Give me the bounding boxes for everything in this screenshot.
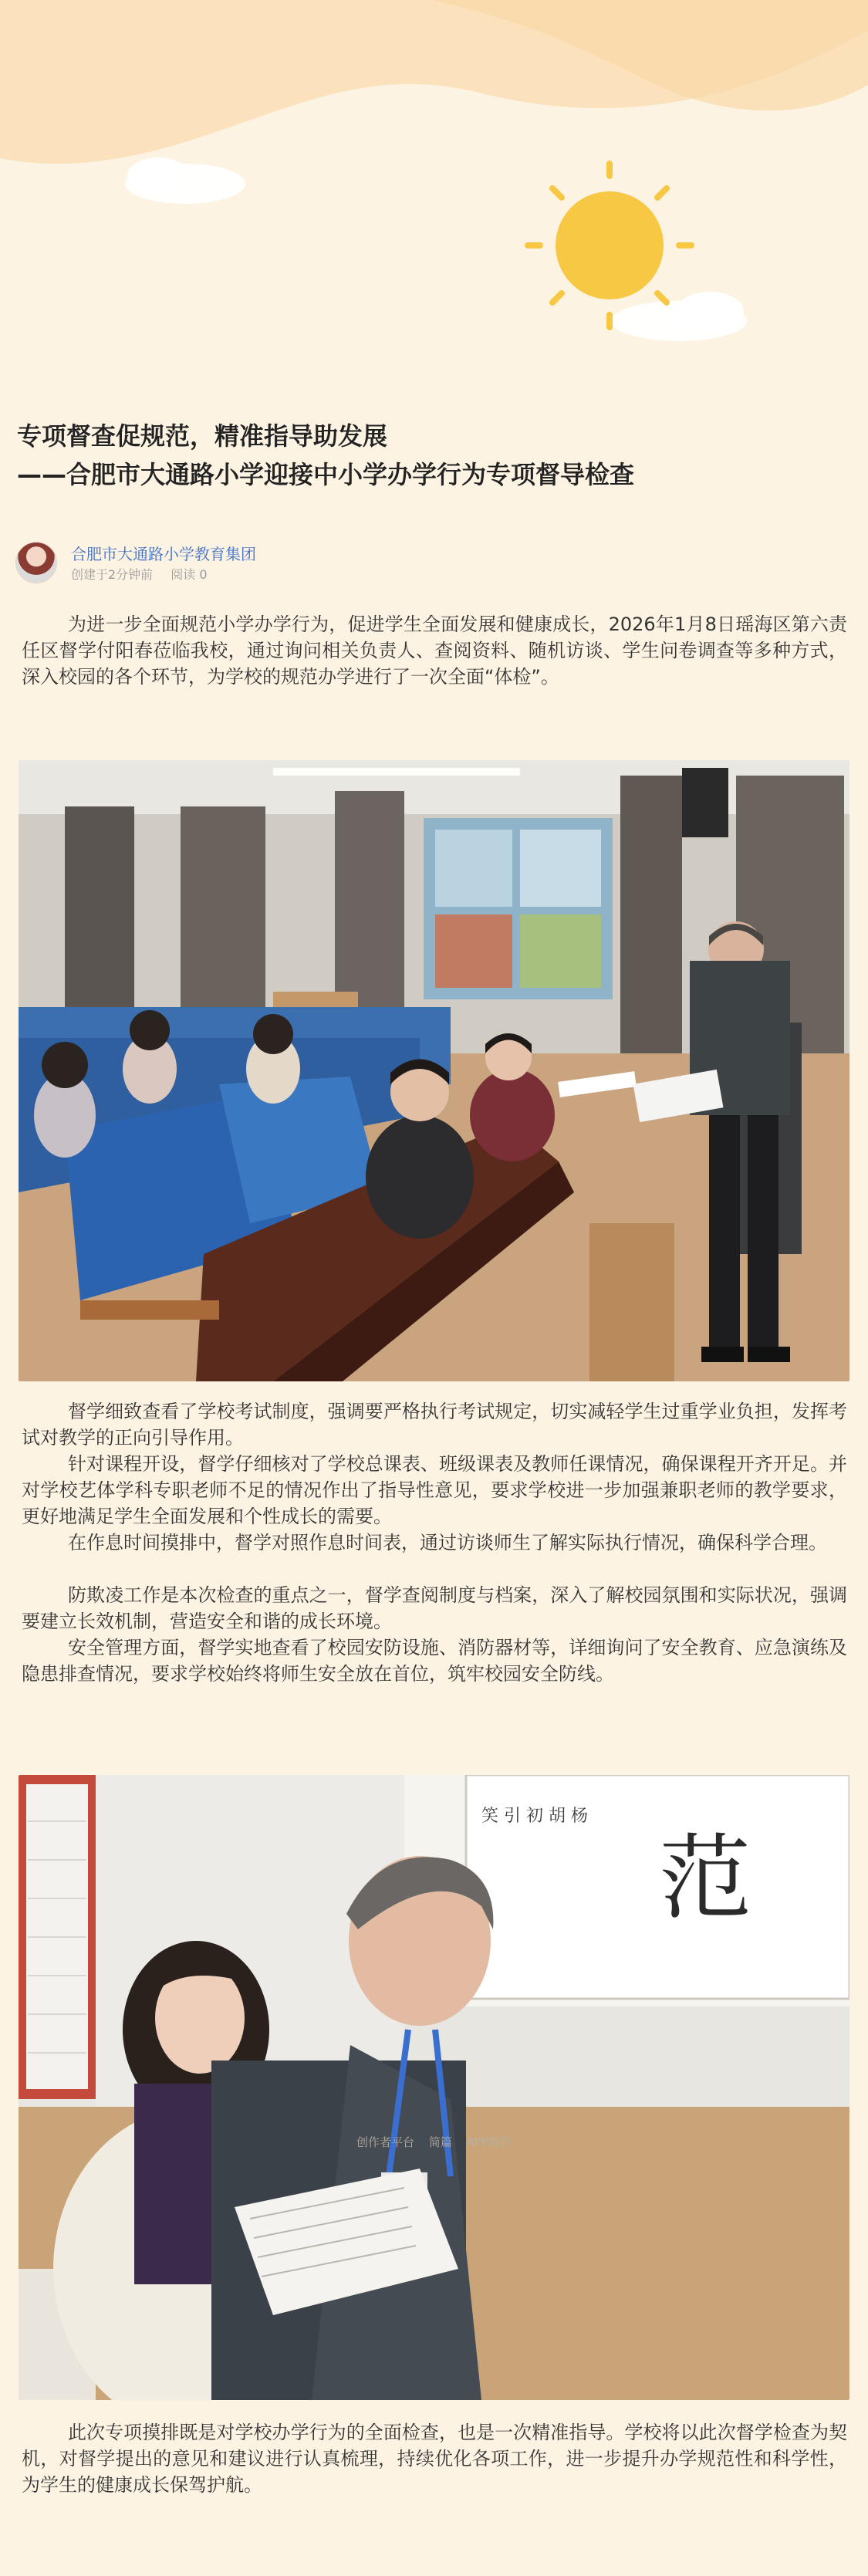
article-title [17,417,850,494]
author-row[interactable] [15,539,849,585]
footer-mark-3: APP制作 [466,2135,512,2149]
avatar[interactable] [15,542,57,583]
paragraph-bullying: 防欺凌工作是本次检查的重点之一，督学查阅制度与档案，深入了解校园氛围和实际状况，强调要建立长效机制，营造安全和谐的成长环境。 [22,1584,847,1632]
office-photo[interactable] [19,1775,849,2400]
paragraph-course: 针对课程开设，督学仔细核对了学校总课表、班级课表及教师任课情况，确保课程开齐开足。并对学校艺体学科专职老师不足的情况作出了指导性意见，要求学校进一步加强兼职老师的教学要求，更好地满足学生全面发展和个性成长的需要。 [22,1453,847,1527]
author-name-link[interactable]: 合肥市大通路小学教育集团 [71,545,256,563]
title-line-1: 专项督查促规范，精准指导助发展 [17,421,388,451]
classroom-photo[interactable] [19,760,849,1381]
title-line-2: ——合肥市大通路小学迎接中小学办学行为专项督导检查 [17,460,635,489]
footer-mark-2: 简篇 [428,2135,452,2149]
paragraph-safety: 安全管理方面，督学实地查看了校园安防设施、消防器材等，详细询问了安全教育、应急演练及隐患排查情况，要求学校始终将师生安全放在首位，筑牢校园安全防线。 [22,1637,847,1685]
article-meta [71,565,208,583]
hero-banner [0,0,868,417]
paragraph-closing: 此次专项摸排既是对学校办学行为的全面检查，也是一次精准指导。学校将以此次督学检查为契机，对督学提出的意见和建议进行认真梳理，持续优化各项工作，进一步提升办学规范性和科学性，为学生的健康成长保驾护航。 [22,2422,847,2496]
footer-mark-1: 创作者平台 [356,2135,415,2149]
footer-watermark [0,2134,868,2150]
paragraph-intro: 为进一步全面规范小学办学行为，促进学生全面发展和健康成长，2026年1月8日瑶海区第六责任区督学付阳春莅临我校，通过询问相关负责人、查阅资料、随机访谈、学生问卷调查等多种方式，深入校园的各个环节，为学校的规范办学进行了一次全面“体检”。 [22,614,847,688]
paragraph-exam: 督学细致查看了学校考试制度，强调要严格执行考试规定，切实减轻学生过重学业负担，发挥考试对教学的正向引导作用。 [22,1401,847,1449]
hero-illustration [0,0,868,417]
calligraphy-big-char: 范 [659,1825,751,1932]
read-count: 阅读 0 [171,567,208,582]
calligraphy-small-text: 笑 引 初 胡 杨 [481,1807,588,1826]
created-time: 创建于2分钟前 [71,567,154,582]
paragraph-schedule: 在作息时间摸排中，督学对照作息时间表，通过访谈师生了解实际执行情况，确保科学合理。 [68,1532,827,1553]
